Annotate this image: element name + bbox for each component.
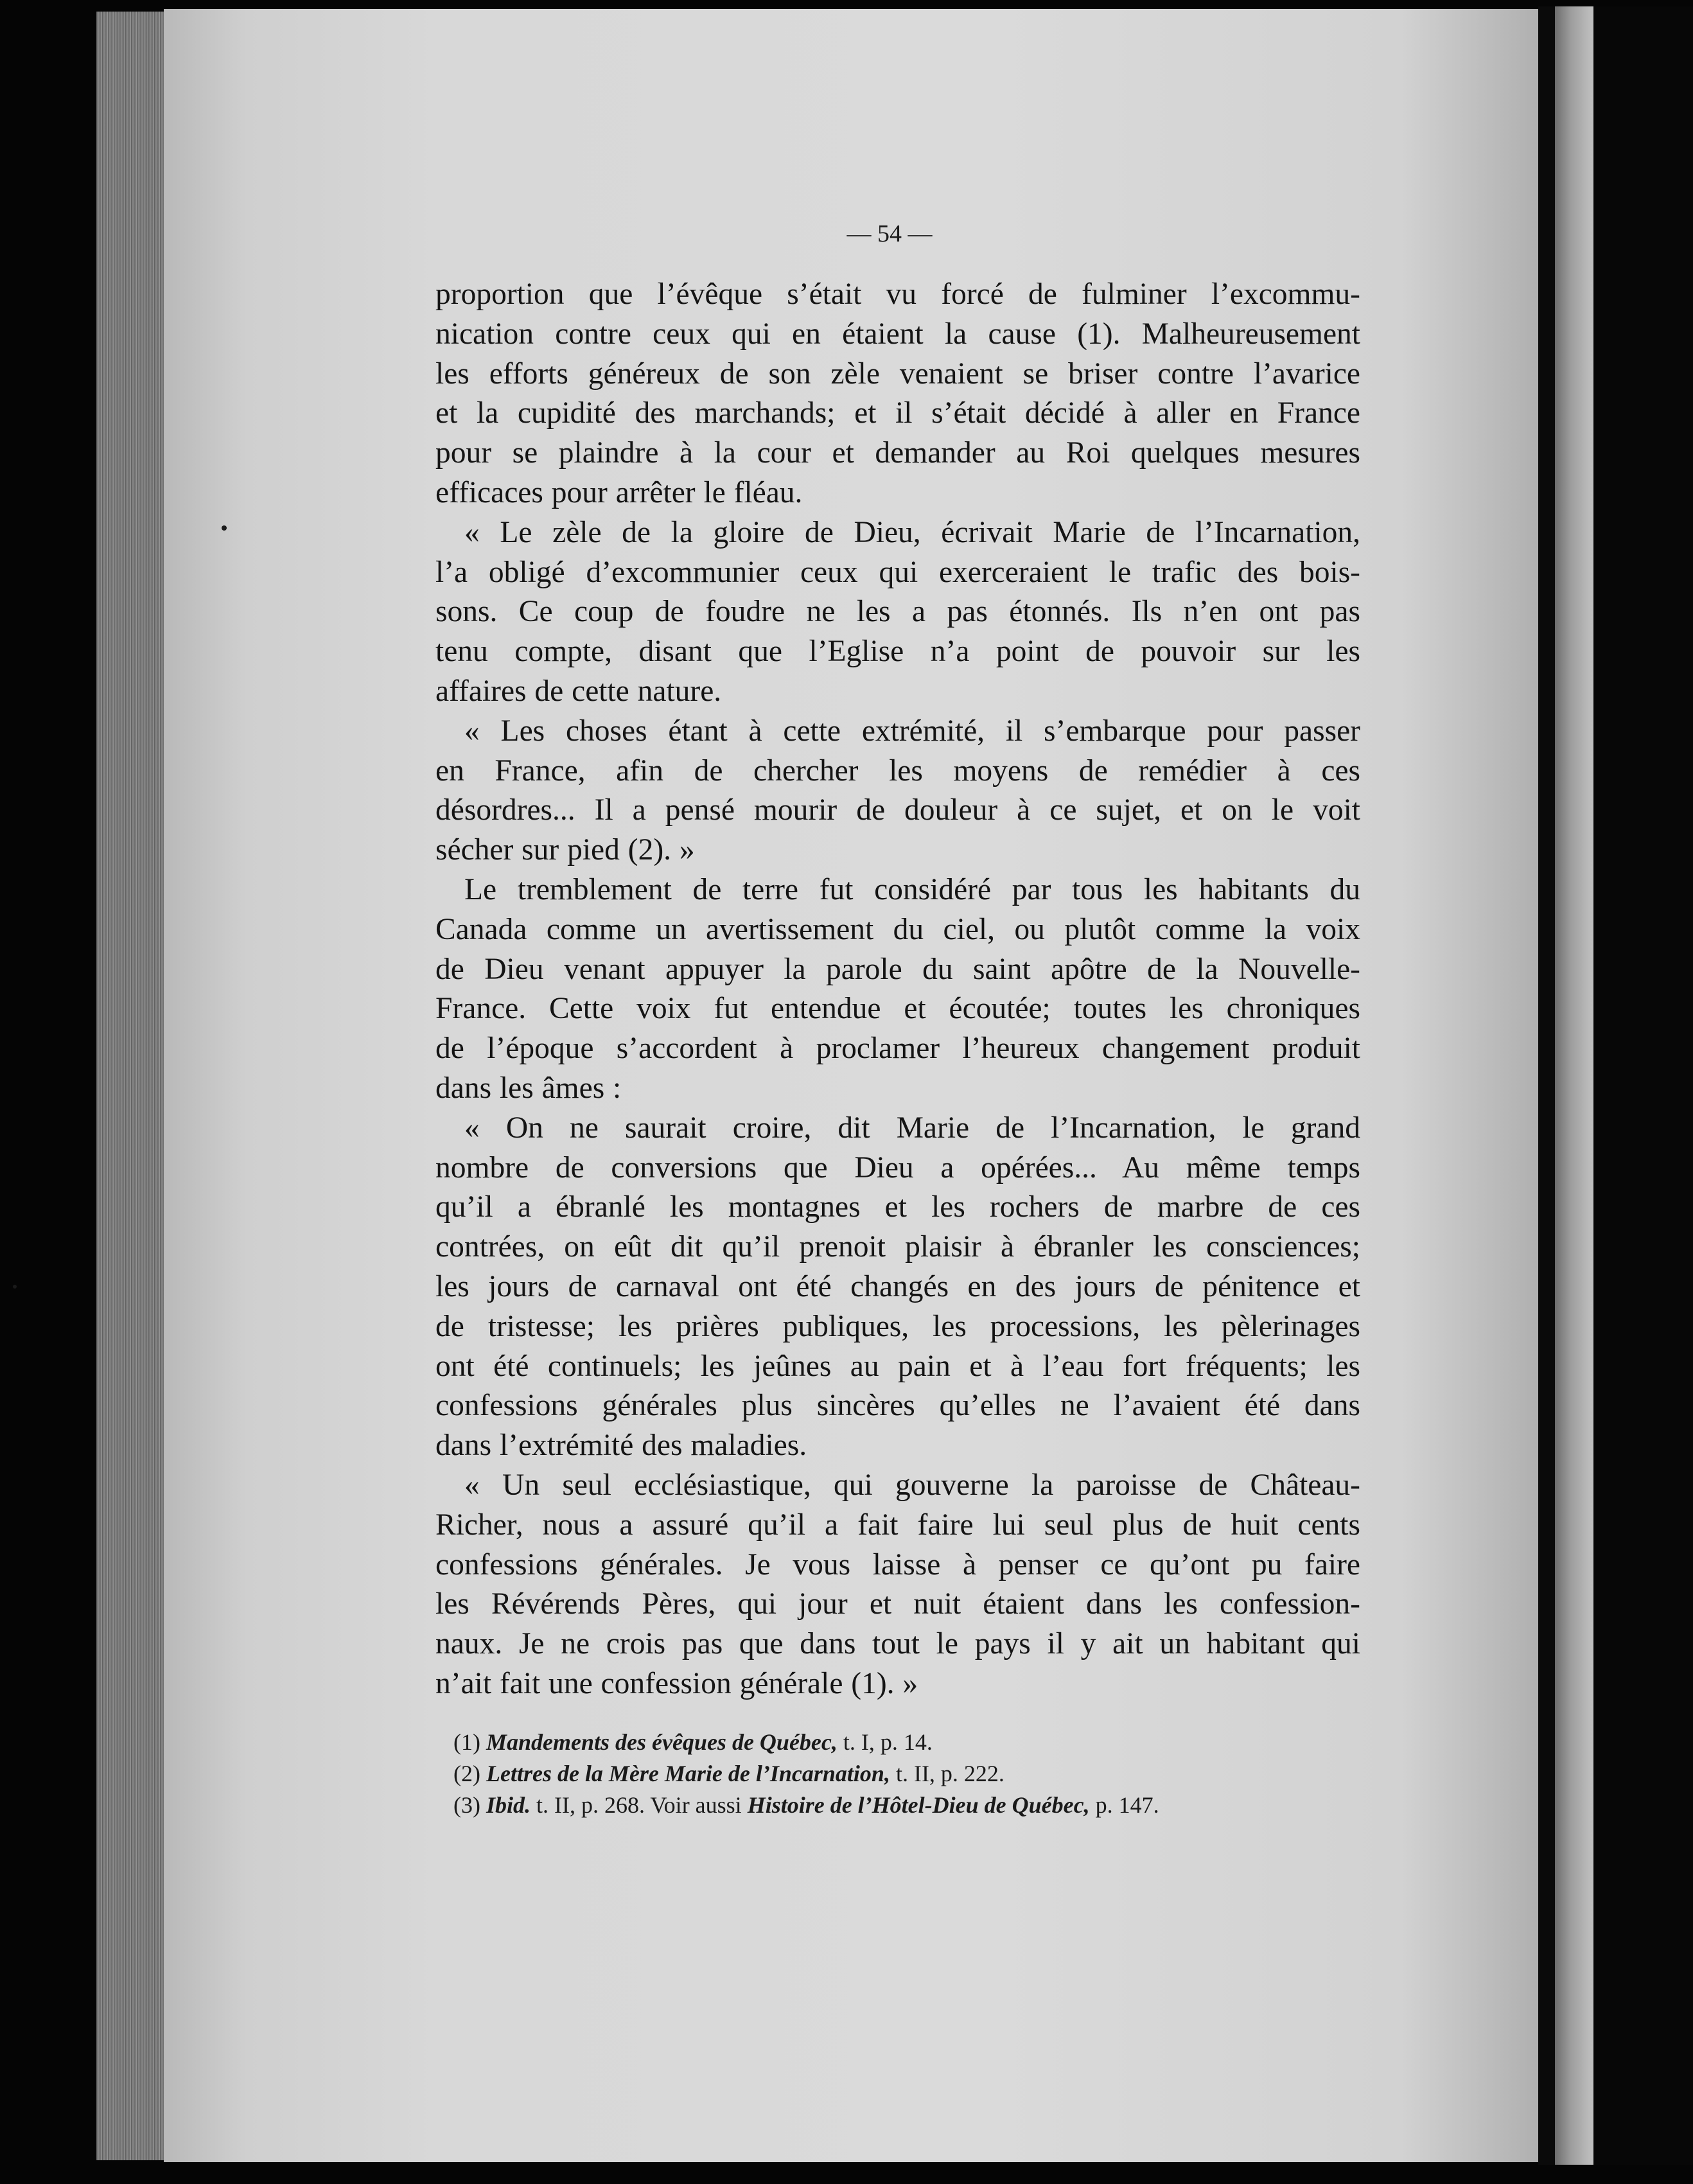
footnotes (453, 1727, 1365, 1821)
text-line: n’ait fait une confession générale (1). » (435, 1666, 918, 1700)
body-text (435, 275, 1360, 1704)
text-line: « On ne saurait croire, dit Marie de l’Incarnation, le grand (464, 1111, 1360, 1145)
dust-speck (222, 525, 227, 531)
text-line: de Dieu venant appuyer la parole du saint apôtre de la Nouvelle- (435, 952, 1360, 986)
text-line: proportion que l’évêque s’était vu forcé de fulminer l’excommu- (435, 277, 1360, 311)
text-line: Le tremblement de terre fut considéré par tous les habitants du (464, 872, 1360, 906)
text-line: France. Cette voix fut entendue et écoutée; toutes les chroniques (435, 992, 1360, 1026)
page-number: — 54 — (846, 220, 933, 247)
footnote (453, 1790, 1365, 1821)
text-line: Richer, nous a assuré qu’il a fait faire lui seul plus de huit cents (435, 1508, 1360, 1542)
footnote-reference: p. 147. (1089, 1792, 1159, 1818)
footnote (453, 1758, 1365, 1790)
footnote-reference: t. I, p. 14. (837, 1729, 933, 1755)
text-line: de tristesse; les prières publiques, les processions, les pèlerinages (435, 1309, 1360, 1343)
text-line: désordres... Il a pensé mourir de douleur à ce sujet, et on le voit (435, 793, 1360, 827)
text-line: les efforts généreux de son zèle venaient se briser contre l’avarice (435, 357, 1360, 391)
footnote-title: Histoire de l’Hôtel-Dieu de Québec, (747, 1792, 1090, 1818)
footnote-title: Mandements des évêques de Québec, (486, 1729, 838, 1755)
footnote-title: Lettres de la Mère Marie de l’Incarnation, (486, 1761, 890, 1786)
text-line: « Le zèle de la gloire de Dieu, écrivait Marie de l’Incarnation, (464, 515, 1360, 549)
text-line: sons. Ce coup de foudre ne les a pas étonnés. Ils n’en ont pas (435, 595, 1360, 629)
text-line: dans l’extrémité des maladies. (435, 1429, 807, 1463)
footnote-reference: t. II, p. 222. (890, 1761, 1004, 1786)
text-line: les jours de carnaval ont été changés en des jours de pénitence et (435, 1269, 1360, 1303)
text-line: naux. Je ne crois pas que dans tout le pays il y ait un habitant qui (435, 1627, 1360, 1661)
paragraph (435, 712, 1360, 870)
text-line: « Les choses étant à cette extrémité, il s’embarque pour passer (464, 714, 1360, 748)
text-line: qu’il a ébranlé les montagnes et les rochers de marbre de ces (435, 1190, 1360, 1224)
footnote (453, 1727, 1365, 1758)
facing-page-edge (1555, 6, 1593, 2165)
facing-page-shadow (1593, 6, 1693, 2165)
page-stack-edges (96, 12, 167, 2160)
paragraph (435, 1466, 1360, 1704)
text-line: et la cupidité des marchands; et il s’était décidé à aller en France (435, 396, 1360, 430)
text-line: en France, afin de chercher les moyens de remédier à ces (435, 753, 1360, 788)
paragraph (435, 870, 1360, 1109)
text-line: confessions générales. Je vous laisse à penser ce qu’ont pu faire (435, 1547, 1360, 1581)
text-line: affaires de cette nature. (435, 674, 722, 708)
paragraph (435, 513, 1360, 712)
text-line: de l’époque s’accordent à proclamer l’heureux changement produit (435, 1032, 1360, 1066)
footnote-reference: t. II, p. 268. Voir aussi (531, 1792, 748, 1818)
text-line: confessions générales plus sincères qu’elles ne l’avaient été dans (435, 1389, 1360, 1423)
text-line: dans les âmes : (435, 1071, 622, 1105)
footnote-number: (2) (453, 1761, 480, 1786)
text-line: les Révérends Pères, qui jour et nuit étaient dans les confession- (435, 1587, 1360, 1621)
footnote-number: (3) (453, 1792, 480, 1818)
text-line: ont été continuels; les jeûnes au pain et à l’eau fort fréquents; les (435, 1349, 1360, 1383)
text-line: « Un seul ecclésiastique, qui gouverne la paroisse de Château- (464, 1468, 1360, 1502)
footnote-number: (1) (453, 1729, 480, 1755)
text-line: Canada comme un avertissement du ciel, ou plutôt comme la voix (435, 912, 1360, 946)
text-line: nombre de conversions que Dieu a opérées... Au même temps (435, 1150, 1360, 1184)
text-line: nication contre ceux qui en étaient la cause (1). Malheureusement (435, 317, 1360, 351)
paragraph (435, 1109, 1360, 1466)
text-line: efficaces pour arrêter le fléau. (435, 475, 803, 509)
text-line: sécher sur pied (2). » (435, 833, 695, 867)
text-line: pour se plaindre à la cour et demander au Roi quelques mesures (435, 436, 1360, 470)
book-gutter (1538, 6, 1555, 2165)
paragraph (435, 275, 1360, 513)
text-line: contrées, on eût dit qu’il prenoit plaisir à ébranler les consciences; (435, 1230, 1360, 1264)
text-line: l’a obligé d’excommunier ceux qui exerceraient le trafic des bois- (435, 555, 1360, 589)
text-line: tenu compte, disant que l’Eglise n’a point de pouvoir sur les (435, 635, 1360, 669)
footnote-title: Ibid. (486, 1792, 531, 1818)
dust-speck (13, 1285, 17, 1289)
